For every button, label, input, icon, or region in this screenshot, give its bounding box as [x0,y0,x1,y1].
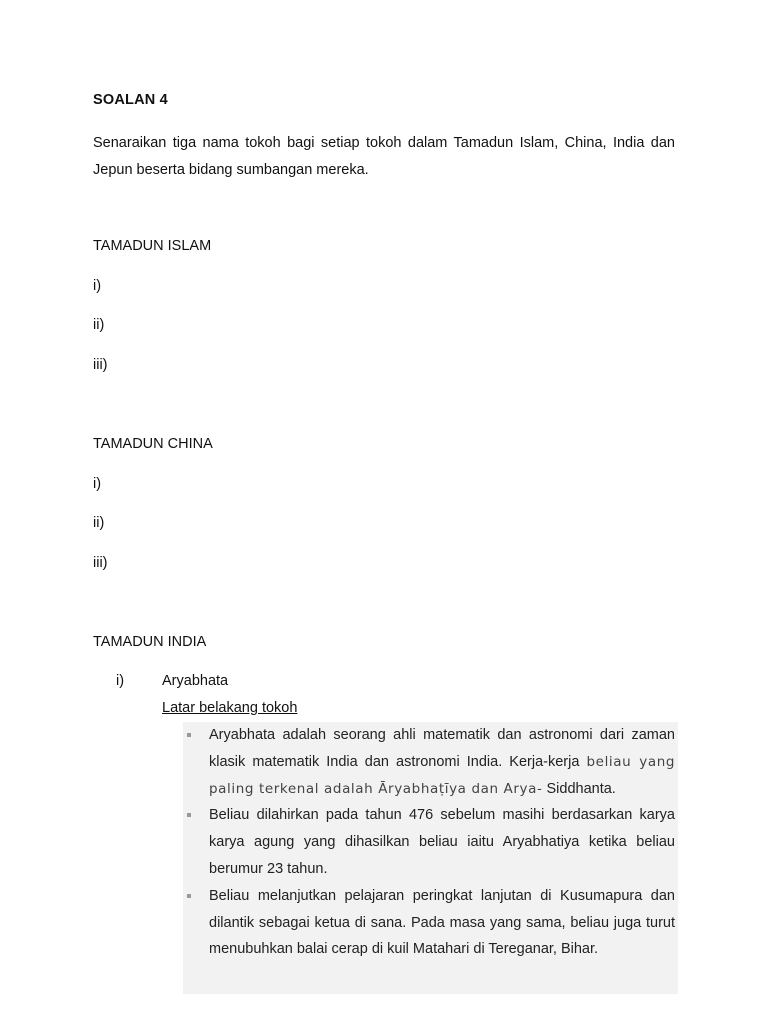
bullet-3-text: Beliau melanjutkan pelajaran peringkat lanjutan di Kusumapura dan dilantik sebagai ketua di sana. Pada masa yang sama, beliau juga turut menubuhkan balai cerap di kuil Matahari di Tereganar, Bihar. [209,887,675,958]
bullet-item [183,722,675,802]
islam-item-1: i) [93,278,102,294]
china-item-2: ii) [93,515,105,531]
india-item-number: i) [116,673,125,689]
bullet-list [183,722,675,963]
bullet-1-line-2: beliau yang paling terkenal adalah Āryabhaṭīya dan Arya- [209,753,676,797]
question-text: Senaraikan tiga nama tokoh bagi setiap tokoh dalam Tamadun Islam, China, India dan Jepun beserta bidang sumbangan mereka. [93,135,675,178]
bullet-1-line-1: Aryabhata adalah seorang ahli matematik dan astronomi dari zaman klasik matematik India dan astronomi India. Kerja-kerja [209,727,675,770]
bullet-item [183,802,675,882]
india-subheading: Latar belakang tokoh [162,700,298,716]
india-figure-name: Aryabhata [162,673,229,689]
section-title-islam: TAMADUN ISLAM [93,238,212,254]
question-heading: SOALAN 4 [93,92,168,108]
square-bullet-icon [187,733,191,737]
section-title-china: TAMADUN CHINA [93,436,213,452]
bullet-1-line-3: Siddhanta. [546,780,616,797]
square-bullet-icon [187,813,191,817]
bullet-item [183,883,675,963]
square-bullet-icon [187,894,191,898]
china-item-3: iii) [93,555,108,571]
china-item-1: i) [93,476,102,492]
section-title-india: TAMADUN INDIA [93,634,207,650]
bullet-2-text: Beliau dilahirkan pada tahun 476 sebelum masihi berdasarkan karya karya agung yang dihasilkan beliau iaitu Aryabhatiya ketika beliau berumur 23 tahun. [209,807,675,877]
islam-item-2: ii) [93,317,105,333]
islam-item-3: iii) [93,357,108,373]
